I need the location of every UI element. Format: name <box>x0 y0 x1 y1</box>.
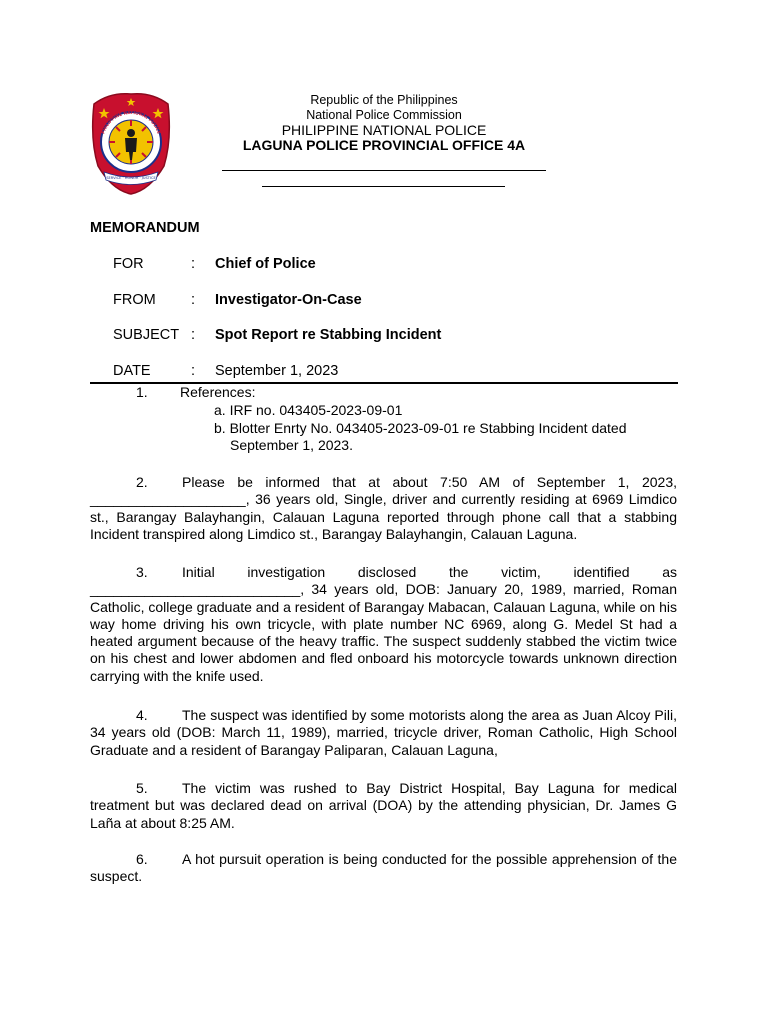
header-underline-1 <box>222 170 546 171</box>
paragraph-text: Initial investigation disclosed the victim, identified as ___________________________, 34 years old, DOB: January 20, 1989, married, Roman Catholic, college graduate and a resident of Barangay Mabacan, Calauan Laguna, while on his way home driving his own tricycle, with plate number NC 6969, along G. Medel St had a heated argument because of the heavy traffic. The suspect suddenly stabbed the victim twice on his chest and lower abdomen and fled onboard his motorcycle towards unknown direction carrying with the knife used. <box>90 564 677 684</box>
header-pnp: PHILIPPINE NATIONAL POLICE <box>281 122 487 138</box>
header-divider <box>90 382 678 384</box>
from-colon: : <box>191 292 196 308</box>
date-value: September 1, 2023 <box>215 363 339 379</box>
references-label: References: <box>180 384 256 400</box>
memo-title: MEMORANDUM <box>90 220 200 236</box>
paragraph-5 <box>90 780 677 832</box>
date-colon: : <box>191 363 196 379</box>
svg-text:SERVICE · HONOR · JUSTICE: SERVICE · HONOR · JUSTICE <box>106 176 156 180</box>
paragraph-number: 6. <box>136 851 148 867</box>
paragraph-4 <box>90 707 677 759</box>
subject-colon: : <box>191 327 196 343</box>
header-underline-2 <box>262 186 505 187</box>
reference-a: a. IRF no. 043405-2023-09-01 <box>214 402 403 418</box>
subject-label: SUBJECT <box>113 327 180 343</box>
reference-b-continued: September 1, 2023. <box>230 437 353 453</box>
for-colon: : <box>191 256 196 272</box>
header-republic: Republic of the Philippines <box>310 93 458 107</box>
paragraph-number: 4. <box>136 707 148 723</box>
for-label: FOR <box>113 256 144 272</box>
from-label: FROM <box>113 292 156 308</box>
pnp-seal-logo <box>90 90 172 196</box>
paragraph-text: The victim was rushed to Bay District Hospital, Bay Laguna for medical treatment but was declared dead on arrival (DOA) by the attending physician, Dr. James G Laña at about 8:25 AM. <box>90 780 677 831</box>
paragraph-2 <box>90 474 677 543</box>
letterhead <box>200 93 568 153</box>
header-office: LAGUNA POLICE PROVINCIAL OFFICE 4A <box>242 137 526 153</box>
paragraph-text: Please be informed that at about 7:50 AM of September 1, 2023, ____________________, 36 years old, Single, driver and currently residing at 6969 Limdico st., Barangay Balayhangin, Calauan Laguna reported through phone call that a stabbing Incident transpired along Limdico st., Barangay Balayhangin, Calauan Laguna. <box>90 474 677 542</box>
references-number: 1. <box>136 384 148 400</box>
reference-b: b. Blotter Enrty No. 043405-2023-09-01 re Stabbing Incident dated <box>214 420 627 436</box>
paragraph-3 <box>90 564 677 685</box>
paragraph-number: 5. <box>136 780 148 796</box>
paragraph-text: A hot pursuit operation is being conducted for the possible apprehension of the suspect. <box>90 851 677 885</box>
paragraph-text: The suspect was identified by some motorists along the area as Juan Alcoy Pili, 34 years old (DOB: March 11, 1989), married, tricycle driver, Roman Catholic, High School Graduate and a resident of Barangay Paliparan, Calauan Laguna, <box>90 707 677 758</box>
paragraph-6 <box>90 851 677 886</box>
header-commission: National Police Commission <box>306 108 462 122</box>
svg-text:PHILIPPINE NATIONAL POLICE: PHILIPPINE NATIONAL POLICE <box>101 110 161 135</box>
date-label: DATE <box>113 363 151 379</box>
for-value: Chief of Police <box>215 256 316 272</box>
paragraph-number: 3. <box>136 564 148 580</box>
from-value: Investigator-On-Case <box>215 292 362 308</box>
paragraph-number: 2. <box>136 474 148 490</box>
subject-value: Spot Report re Stabbing Incident <box>215 327 442 343</box>
